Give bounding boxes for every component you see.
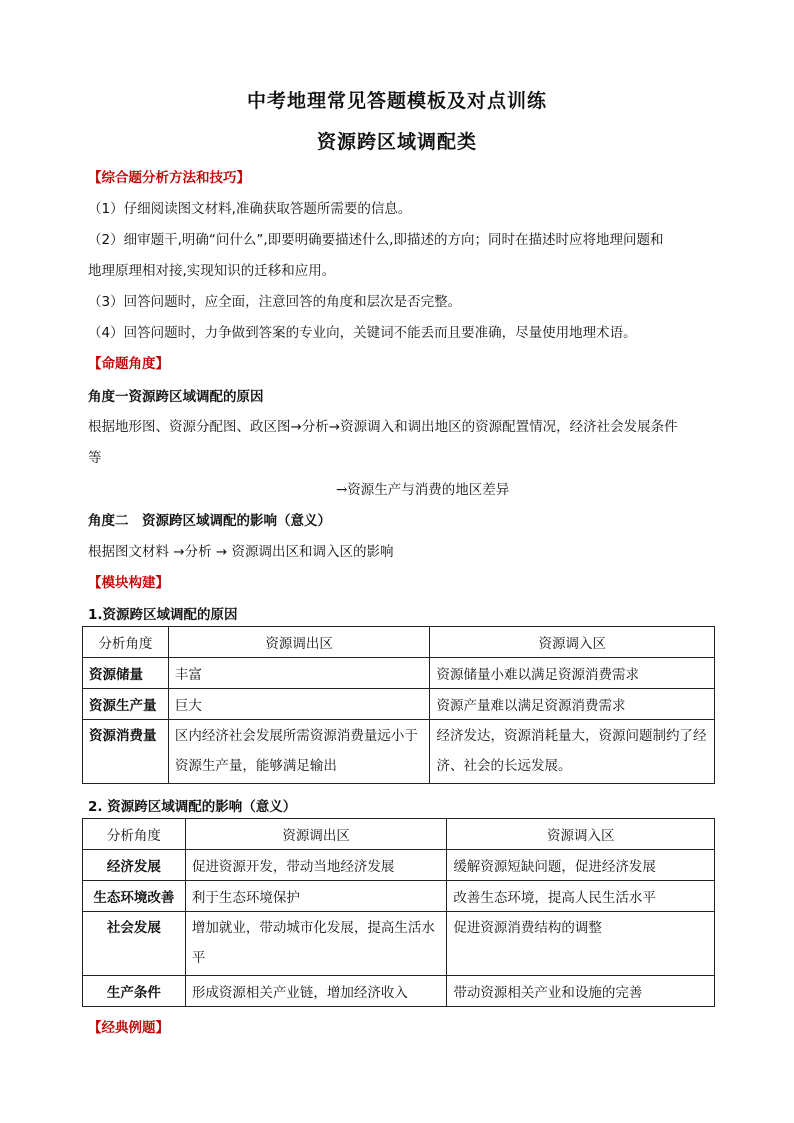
section-heading-module: 【模块构建】 [88, 575, 169, 591]
row-label: 资源生产量 [83, 689, 169, 720]
angle1-line1: 根据地形图、资源分配图、政区图→分析→资源调入和调出地区的资源配置情况，经济社会发展条件 [88, 419, 678, 435]
table-header-row [83, 819, 715, 850]
table-cell: 利于生态环境保护 [185, 881, 447, 912]
row-label: 经济发展 [83, 850, 186, 881]
impacts-table [82, 818, 715, 1007]
table-cell: 缓解资源短缺问题，促进经济发展 [447, 850, 715, 881]
angle1-line3: →资源生产与消费的地区差异 [336, 482, 510, 498]
table-row [83, 912, 715, 976]
table-cell: 丰富 [168, 658, 430, 689]
table1-title: 1.资源跨区域调配的原因 [88, 607, 238, 623]
row-label: 资源消费量 [83, 720, 169, 784]
table-row [83, 658, 715, 689]
table-header-cell: 资源调出区 [185, 819, 447, 850]
table-row [83, 689, 715, 720]
method-item-2: （2）细审题干,明确“问什么”,即要明确要描述什么,即描述的方向；同时在描述时应将地理问题和 [88, 232, 664, 248]
method-item-4: （4）回答问题时，力争做到答案的专业向，关键词不能丢而且要准确，尽量使用地理术语。 [88, 325, 637, 341]
table-cell: 增加就业，带动城市化发展，提高生活水平 [185, 912, 447, 976]
row-label: 生态环境改善 [83, 881, 186, 912]
table-header-cell: 分析角度 [83, 627, 169, 658]
table-cell: 资源储量小难以满足资源消费需求 [430, 658, 715, 689]
table-cell: 经济发达，资源消耗量大，资源问题制约了经济、社会的长远发展。 [430, 720, 715, 784]
table-header-cell: 资源调入区 [430, 627, 715, 658]
document-title: 中考地理常见答题模板及对点训练 [246, 90, 547, 112]
table-header-cell: 资源调入区 [447, 819, 715, 850]
section-heading-angles: 【命题角度】 [88, 356, 169, 372]
table-cell: 促进资源开发，带动当地经济发展 [185, 850, 447, 881]
table-header-cell: 资源调出区 [168, 627, 430, 658]
table-cell: 资源产量难以满足资源消费需求 [430, 689, 715, 720]
table2-title: 2. 资源跨区域调配的影响（意义） [88, 799, 297, 815]
reasons-table [82, 626, 715, 784]
table-row [83, 720, 715, 784]
table-cell: 带动资源相关产业和设施的完善 [447, 976, 715, 1007]
section-heading-examples: 【经典例题】 [88, 1020, 169, 1036]
table-header-row [83, 627, 715, 658]
row-label: 资源储量 [83, 658, 169, 689]
row-label: 生产条件 [83, 976, 186, 1007]
document-subtitle: 资源跨区域调配类 [316, 131, 477, 153]
table-cell: 形成资源相关产业链，增加经济收入 [185, 976, 447, 1007]
table-cell: 促进资源消费结构的调整 [447, 912, 715, 976]
angle1-title: 角度一资源跨区域调配的原因 [88, 389, 264, 405]
table-cell: 区内经济社会发展所需资源消费量远小于资源生产量，能够满足输出 [168, 720, 430, 784]
angle2-line1: 根据图文材料 →分析 → 资源调出区和调入区的影响 [88, 544, 394, 560]
method-item-3: （3）回答问题时，应全面，注意回答的角度和层次是否完整。 [88, 294, 462, 310]
table-header-cell: 分析角度 [83, 819, 186, 850]
method-item-1: （1）仔细阅读图文材料,准确获取答题所需要的信息。 [88, 201, 412, 217]
table-row [83, 881, 715, 912]
row-label: 社会发展 [83, 912, 186, 976]
angle1-line2: 等 [88, 450, 102, 466]
table-row [83, 976, 715, 1007]
section-heading-methods: 【综合题分析方法和技巧】 [88, 170, 250, 186]
angle2-title: 角度二 资源跨区域调配的影响（意义） [88, 513, 331, 529]
table-cell: 巨大 [168, 689, 430, 720]
table-cell: 改善生态环境，提高人民生活水平 [447, 881, 715, 912]
table-row [83, 850, 715, 881]
method-item-2-cont: 地理原理相对接,实现知识的迁移和应用。 [88, 263, 336, 279]
